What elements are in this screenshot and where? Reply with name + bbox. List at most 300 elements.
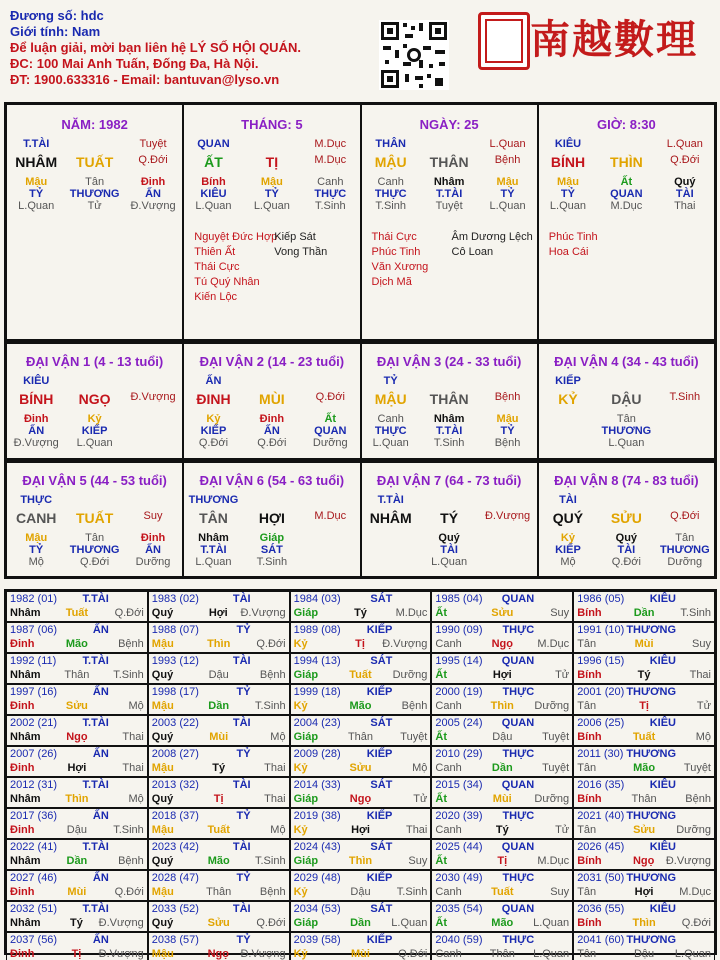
year-cell: [290, 901, 432, 932]
hidden-stem: Nhâm: [433, 176, 465, 188]
hidden-gods-row: [539, 425, 714, 437]
year-label: 2004 (23): [293, 717, 341, 729]
year-god: SÁT: [370, 717, 393, 729]
hidden-stem: Kỷ: [560, 532, 575, 544]
hidden-stem: Quý: [615, 532, 638, 544]
year-god: SÁT: [370, 593, 393, 605]
year-pillar: [10, 699, 144, 714]
heavenly-stem: TÂN: [199, 510, 228, 526]
year-pillar: [577, 792, 711, 807]
hidden-stem: Quý: [438, 532, 460, 544]
hidden-stem: Đinh: [23, 413, 49, 425]
year-header: [577, 933, 711, 947]
year-pillar: [294, 854, 428, 869]
year-cell: [431, 870, 573, 901]
life-phase: Q.Đới: [257, 437, 287, 449]
year-branch: Tị: [497, 855, 508, 867]
year-phase: Tuyệt: [400, 731, 428, 743]
year-god: SÁT: [370, 903, 393, 915]
year-cell: [573, 653, 715, 684]
year-pillar: [577, 947, 711, 960]
year-cell: [148, 746, 290, 777]
year-pillar: [435, 606, 569, 621]
dai-van-cell: [6, 343, 183, 459]
hidden-stem: [301, 532, 359, 544]
year-header: [152, 778, 286, 792]
year-pillar: [10, 885, 144, 900]
year-phase: Đ.Vượng: [240, 607, 286, 619]
branch-phase: Q.Đới: [670, 510, 700, 522]
year-stem: Tân: [577, 886, 597, 898]
year-phase: Q.Đới: [256, 638, 286, 650]
pillar-main-row: [362, 154, 537, 170]
year-label: 2032 (51): [10, 903, 58, 915]
heavenly-stem: BÍNH: [550, 154, 586, 170]
year-label: 1986 (05): [577, 593, 625, 605]
year-stem: Quý: [151, 917, 174, 929]
hidden-stem: Mậu: [25, 176, 48, 188]
year-stem: Nhâm: [10, 793, 41, 805]
year-god: TỶ: [236, 748, 251, 760]
year-cell: [431, 777, 573, 808]
ten-god: KIÊU: [200, 188, 227, 200]
year-label: 2021 (40): [577, 810, 625, 822]
earthly-branch: TÝ: [440, 510, 459, 526]
ten-god: QUAN: [610, 188, 643, 200]
year-branch: Tị: [213, 793, 224, 805]
dv-main-row: [7, 510, 182, 526]
star-item: Thiên Ất: [194, 246, 236, 258]
year-header: [577, 623, 711, 637]
life-phase: Dưỡng: [312, 437, 348, 449]
year-pillar: [10, 854, 144, 869]
year-stem: Giáp: [293, 607, 319, 619]
dai-van-title: ĐẠI VẬN 7 (64 - 73 tuổi): [376, 473, 522, 488]
hidden-stems-row: [7, 176, 182, 188]
ten-god: T.TÀI: [435, 425, 463, 437]
hidden-gods-row: [184, 544, 359, 556]
year-header: [435, 654, 569, 668]
hidden-stem: Ất: [620, 176, 633, 188]
branch-phase: Đ.Vượng: [130, 391, 176, 403]
year-header: [152, 623, 286, 637]
hidden-stems-row: [362, 413, 537, 425]
year-header: [10, 809, 144, 823]
year-phase: Mộ: [270, 731, 286, 743]
branch-phase: Bệnh: [494, 154, 521, 166]
year-header: [435, 809, 569, 823]
year-branch: Mùi: [492, 793, 512, 805]
year-header: [10, 592, 144, 606]
year-stem: Đinh: [10, 824, 35, 836]
life-phase: [301, 556, 359, 568]
year-cell: [148, 684, 290, 715]
ten-god: THƯƠNG: [69, 544, 120, 556]
year-god: T.TÀI: [82, 903, 109, 915]
year-god: ẤN: [92, 686, 109, 698]
year-cell: [290, 777, 432, 808]
year-branch: Hợi: [492, 669, 512, 681]
year-cell: [290, 591, 432, 622]
year-header: [294, 933, 428, 947]
life-phase: L.Quan: [195, 200, 232, 212]
year-label: 2017 (36): [10, 810, 58, 822]
year-header: [294, 747, 428, 761]
year-pillar: [435, 792, 569, 807]
year-phase: Thai: [689, 669, 711, 681]
spacer: [243, 375, 301, 387]
hidden-stem: Kỷ: [87, 413, 102, 425]
year-label: 2026 (45): [577, 841, 625, 853]
year-branch: Tý: [637, 669, 651, 681]
year-label: 2035 (54): [435, 903, 483, 915]
year-cell: [431, 622, 573, 653]
year-god: TÀI: [232, 903, 251, 915]
year-header: [577, 654, 711, 668]
year-god: TỶ: [236, 934, 251, 946]
year-label: 2002 (21): [10, 717, 58, 729]
year-header: [435, 840, 569, 854]
year-stem: Đinh: [10, 886, 35, 898]
year-god: THỰC: [502, 624, 535, 636]
dv-main-row: [362, 510, 537, 526]
year-god: T.TÀI: [82, 593, 109, 605]
year-branch: Tý: [354, 607, 367, 619]
year-pillar: [152, 947, 286, 960]
year-cell: [148, 901, 290, 932]
hidden-gods-row: [7, 188, 182, 200]
life-phase: Dưỡng: [667, 556, 703, 568]
branch-phase: M.Dục: [314, 154, 347, 166]
year-header: [10, 840, 144, 854]
star-item: Kiến Lộc: [194, 291, 238, 303]
year-header: [10, 654, 144, 668]
hidden-stem: Mậu: [496, 413, 519, 425]
brand-logo: 南越數理: [530, 16, 698, 63]
year-god: THỰC: [502, 810, 535, 822]
hidden-stem: [656, 413, 714, 425]
year-god: KIÊU: [649, 841, 676, 853]
year-god: TỶ: [236, 624, 251, 636]
hidden-gods-row: [7, 425, 182, 437]
star-item: Tú Quý Nhân: [194, 276, 260, 288]
year-god: QUAN: [501, 903, 535, 915]
year-header: [294, 840, 428, 854]
year-pillar: [294, 916, 428, 931]
year-label: 2024 (43): [293, 841, 341, 853]
year-branch: Tuất: [207, 824, 230, 836]
year-phase: L.Quan: [533, 917, 570, 929]
year-phase: Thai: [405, 824, 428, 836]
ten-god: T.TÀI: [200, 544, 227, 556]
year-stem: Bính: [577, 917, 602, 929]
hidden-stem: Đinh: [140, 532, 166, 544]
year-label: 2014 (33): [293, 779, 341, 791]
ten-god: ẤN: [145, 188, 161, 200]
year-god: KIÊU: [649, 593, 676, 605]
year-phase: Bệnh: [118, 855, 144, 867]
ten-god: [539, 425, 597, 437]
year-branch: Tuất: [65, 607, 89, 619]
year-stem: Nhâm: [10, 669, 41, 681]
year-cell: [290, 808, 432, 839]
ten-god: TÀI: [675, 188, 694, 200]
ten-god: TỶ: [560, 188, 575, 200]
ten-god: T.TÀI: [435, 188, 463, 200]
year-god: TÀI: [232, 841, 251, 853]
year-header: [577, 716, 711, 730]
year-stem: Kỷ: [293, 638, 308, 650]
hidden-stem: Mậu: [260, 176, 283, 188]
hidden-stem: Giáp: [259, 532, 285, 544]
year-branch: Sửu: [207, 917, 230, 929]
year-cell: [148, 653, 290, 684]
year-label: 2006 (25): [577, 717, 625, 729]
year-branch: Hợi: [208, 607, 228, 619]
pillar-main-row: [539, 154, 714, 170]
year-phase: T.Sinh: [113, 824, 144, 836]
spacer: [420, 138, 478, 150]
hidden-gods-row: [7, 544, 182, 556]
year-label: 2034 (53): [293, 903, 341, 915]
year-branch: Tuất: [632, 731, 656, 743]
pillar-title: NĂM: 1982: [61, 117, 128, 132]
year-pillar: [294, 947, 428, 960]
ten-god: THỰC: [374, 188, 407, 200]
heavenly-stem: NHÂM: [15, 154, 58, 170]
phone-email-line: ĐT: 1900.633316 - Email: bantuvan@lyso.vn: [10, 72, 280, 87]
star-item: Âm Dương Lệch: [451, 231, 533, 243]
year-header: [577, 778, 711, 792]
year-branch: Dần: [350, 917, 371, 929]
star-item: Nguyệt Đức Hợp: [194, 231, 278, 243]
year-god: THƯƠNG: [626, 872, 676, 884]
year-god: KIẾP: [366, 872, 393, 884]
pillar-title: THÁNG: 5: [241, 117, 303, 132]
earthly-branch: HỢI: [258, 510, 285, 526]
year-cell: [148, 808, 290, 839]
year-pillar: [294, 761, 428, 776]
year-cell: [290, 715, 432, 746]
year-pillar: [152, 916, 286, 931]
year-stem: Tân: [577, 824, 597, 836]
year-branch: Ngọ: [632, 855, 655, 867]
year-header: [10, 623, 144, 637]
year-label: 2030 (49): [435, 872, 483, 884]
dv-main-row: [184, 510, 359, 526]
year-stem: Kỷ: [293, 824, 308, 836]
year-header: [294, 716, 428, 730]
year-pillar: [152, 606, 286, 621]
year-phase: Dưỡng: [534, 793, 570, 805]
spacer: [478, 494, 536, 506]
phases-row: [184, 437, 359, 449]
life-phase: L.Quan: [549, 200, 586, 212]
year-god: KIÊU: [649, 779, 676, 791]
year-branch: Sửu: [65, 700, 88, 712]
year-label: 2007 (26): [10, 748, 58, 760]
year-pillar: [435, 947, 569, 960]
life-phase: T.Sinh: [315, 200, 346, 212]
year-god: QUAN: [501, 841, 535, 853]
year-branch: Thân: [206, 886, 232, 898]
address-line: ĐC: 100 Mai Anh Tuấn, Đống Đa, Hà Nội.: [10, 56, 259, 71]
year-phase: Dưỡng: [392, 669, 428, 681]
ten-god: THƯƠNG: [601, 425, 652, 437]
hidden-gods-row: [184, 188, 359, 200]
year-cell: [6, 901, 148, 932]
year-phase: Bệnh: [118, 638, 144, 650]
year-pillar: [435, 761, 569, 776]
life-phase: Q.Đới: [198, 437, 229, 449]
spacer: [65, 375, 123, 387]
year-label: 1998 (17): [151, 686, 199, 698]
can-phase: Tuyệt: [139, 138, 167, 150]
dai-van-cell: [183, 462, 360, 577]
spacer: [124, 494, 182, 506]
pillar-top-row: [7, 138, 182, 150]
hidden-stem: Đinh: [140, 176, 166, 188]
earthly-branch: DẬU: [611, 391, 642, 407]
year-branch: Ngọ: [491, 638, 513, 650]
life-phase: T.Sinh: [256, 556, 288, 568]
hidden-stem: [539, 413, 597, 425]
year-stem: Mậu: [151, 700, 174, 712]
pillar-cell: [538, 104, 715, 340]
star-list: [372, 230, 429, 290]
hidden-stem: [124, 413, 182, 425]
hidden-stem: Quý: [674, 176, 696, 188]
year-pillar: [435, 885, 569, 900]
star-list: [549, 230, 598, 260]
year-label: 2001 (20): [577, 686, 625, 698]
ten-god: THỰC: [374, 425, 407, 437]
year-branch: Dần: [633, 607, 655, 619]
year-phase: Q.Đới: [681, 917, 711, 929]
year-branch: Hợi: [351, 824, 370, 836]
year-stem: Quý: [151, 669, 174, 681]
year-god: T.TÀI: [82, 717, 109, 729]
year-stem: Mậu: [151, 824, 174, 836]
year-label: 2018 (37): [151, 810, 199, 822]
year-stem: Kỷ: [293, 886, 308, 898]
ten-god: THỰC: [314, 188, 347, 200]
year-cell: [6, 684, 148, 715]
stem-god: KIÊU: [23, 375, 50, 387]
heavenly-stem: ĐINH: [196, 391, 231, 407]
year-pillar: [294, 637, 428, 652]
hidden-stem: Tân: [675, 532, 695, 544]
year-cell: [431, 932, 573, 960]
year-label: 2009 (28): [293, 748, 341, 760]
year-branch: Dần: [66, 855, 88, 867]
year-god: TÀI: [232, 717, 251, 729]
hidden-stem: Ất: [324, 413, 337, 425]
year-phase: Tuyệt: [683, 762, 711, 774]
year-header: [435, 623, 569, 637]
contact-line: Để luận giải, mời bạn liên hệ LÝ SỐ HỘI QUÁN.: [10, 40, 301, 55]
dv-god-row: [184, 375, 359, 387]
year-god: T.TÀI: [82, 779, 109, 791]
year-header: [435, 871, 569, 885]
pillar-title: NGÀY: 25: [419, 117, 479, 132]
year-label: 1988 (07): [151, 624, 199, 636]
year-cell: [431, 715, 573, 746]
year-header: [152, 871, 286, 885]
year-label: 2039 (58): [293, 934, 341, 946]
year-branch: Thân: [489, 948, 515, 960]
hidden-gods-row: [184, 425, 359, 437]
year-label: 2012 (31): [10, 779, 58, 791]
earthly-branch: THÌN: [610, 154, 643, 170]
year-pillar: [10, 730, 144, 745]
spacer: [478, 375, 536, 387]
year-branch: Ngọ: [66, 731, 88, 743]
spacer: [243, 138, 301, 150]
year-phase: Bệnh: [259, 669, 286, 681]
year-label: 1994 (13): [293, 655, 341, 667]
year-phase: T.Sinh: [255, 855, 286, 867]
branch-phase: Q.Đới: [315, 391, 345, 403]
hidden-stem: Canh: [377, 413, 404, 425]
year-branch: Mão: [65, 638, 88, 650]
ten-god: [124, 425, 182, 437]
year-god: SÁT: [370, 779, 393, 791]
dv-main-row: [362, 391, 537, 407]
year-stem: Quý: [151, 855, 174, 867]
year-label: 2031 (50): [577, 872, 625, 884]
year-god: ẤN: [92, 934, 109, 946]
year-header: [152, 654, 286, 668]
label-owner: Đương số:: [10, 8, 78, 23]
year-cell: [431, 684, 573, 715]
year-stem: Giáp: [293, 855, 319, 867]
year-phase: Tử: [555, 669, 570, 681]
year-cell: [573, 777, 715, 808]
hidden-gods-row: [539, 188, 714, 200]
year-stem: Kỷ: [293, 948, 308, 960]
hidden-stem: Canh: [377, 176, 404, 188]
hidden-stems-row: [539, 532, 714, 544]
owner-name: hdc: [80, 8, 104, 23]
year-phase: Đ.Vượng: [665, 855, 711, 867]
year-cell: [290, 870, 432, 901]
year-phase: Bệnh: [685, 793, 711, 805]
year-branch: Tuất: [349, 669, 372, 681]
hidden-stem: Bính: [201, 176, 226, 188]
year-branch: Thân: [631, 793, 657, 805]
dai-van-row-1: [4, 341, 717, 461]
chart-header: [10, 8, 370, 88]
ten-god: THƯƠNG: [69, 188, 120, 200]
year-cell: [573, 839, 715, 870]
year-pillar: [435, 730, 569, 745]
year-cell: [431, 591, 573, 622]
year-cell: [573, 715, 715, 746]
ten-god: KIẾP: [200, 425, 227, 437]
year-god: QUAN: [501, 717, 535, 729]
star-item: Vong Thần: [274, 246, 328, 258]
year-cell: [431, 839, 573, 870]
star-item: Hoa Cái: [548, 246, 589, 258]
year-label: 2041 (60): [577, 934, 625, 946]
year-cell: [573, 746, 715, 777]
year-label: 2029 (48): [293, 872, 341, 884]
year-god: KIÊU: [649, 655, 676, 667]
life-phase: Bệnh: [494, 437, 521, 449]
year-stem: Ất: [435, 917, 447, 929]
year-phase: Bệnh: [401, 700, 428, 712]
